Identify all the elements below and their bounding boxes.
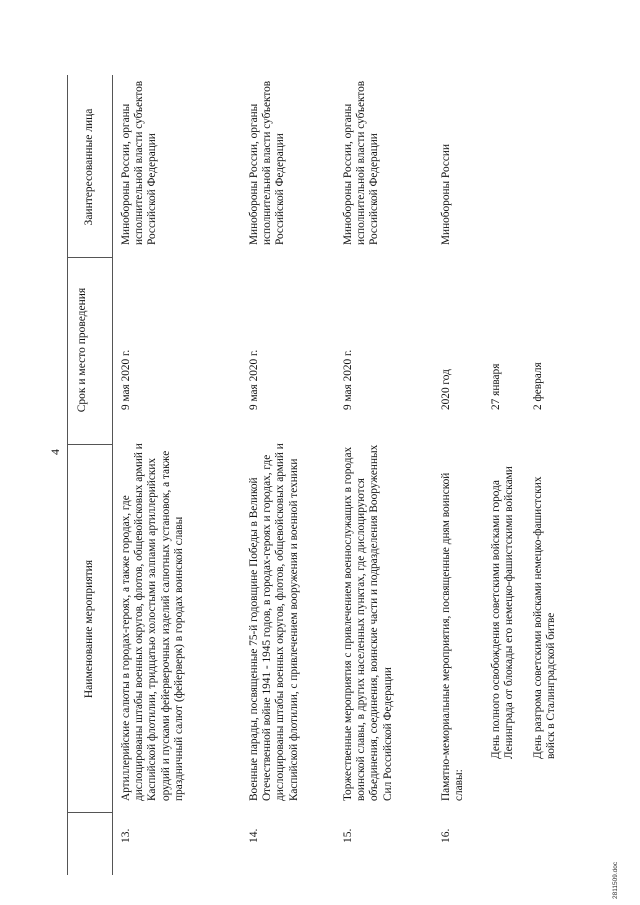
row-13-number: 13. <box>120 828 132 843</box>
row-16-date: 2020 год <box>440 369 452 410</box>
row-14-name: Военные парады, посвященные 75-й годовщине Победы в Великой Отечественной войне 1941 - 1945 годов, в городах-героях и городах, где дислоцированы штабы военных округов, флотов, общевойсковых армий и Каспийской флотилии, с привлечением вооружения и военной техники <box>248 443 300 801</box>
row-16-parties: Минобороны России <box>440 144 452 245</box>
row-16-subitem-2-date: 2 февраля <box>532 362 544 410</box>
column-divider-3 <box>67 257 113 258</box>
row-13-name: Артиллерийские салюты в городах-героях, а также городах, где дислоцированы штабы военных округов, флотов, общевойсковых армий и Каспийской флотилии, тридцатью холостыми залпами артиллерийских орудий и пусками фейерверочных изделий салютных установок, а также праздничный салют (фейерверк) в городах воинской славы <box>120 443 185 801</box>
document-id: 2811509.doc <box>612 861 619 899</box>
row-16-subitem-1-date: 27 января <box>490 363 502 410</box>
row-14-parties: Минобороны России, органы исполнительной власти субъектов Российской Федерации <box>248 80 287 245</box>
row-16-name: Памятно-мемориальные мероприятия, посвященные дням воинской славы: <box>440 472 466 801</box>
header-name: Наименование мероприятия <box>83 559 95 699</box>
column-divider-1 <box>67 812 113 813</box>
column-divider-2 <box>67 444 113 445</box>
header-parties: Заинтересованные лица <box>83 108 95 226</box>
header-date-place: Срок и место проведения <box>76 287 88 413</box>
row-15-number: 15. <box>342 828 354 843</box>
row-16-subitem-1-name: День полного освобождения советскими войсками города Ленинграда от блокады его немецко-фашистскими войсками <box>490 466 516 759</box>
row-13-date: 9 мая 2020 г. <box>120 349 132 410</box>
row-14-date: 9 мая 2020 г. <box>248 349 260 410</box>
row-15-name: Торжественные мероприятия с привлечением военнослужащих в городах воинской славы, в других населенных пунктах, где дислоцируются объединения, соединения, воинские части и подразделения Вооруженных Сил Российской Федерации <box>342 444 394 801</box>
row-16-number: 16. <box>440 828 452 843</box>
row-15-date: 9 мая 2020 г. <box>342 349 354 410</box>
row-13-parties: Минобороны России, органы исполнительной власти субъектов Российской Федерации <box>120 80 159 245</box>
table-top-rule <box>67 75 68 875</box>
row-15-parties: Минобороны России, органы исполнительной власти субъектов Российской Федерации <box>342 80 381 245</box>
header-bottom-rule <box>112 75 113 875</box>
row-16-subitem-2-name: День разгрома советскими войсками немецко-фашистских войск в Сталинградской битве <box>532 476 558 759</box>
row-14-number: 14. <box>248 828 260 843</box>
page-number: 4 <box>48 449 62 455</box>
